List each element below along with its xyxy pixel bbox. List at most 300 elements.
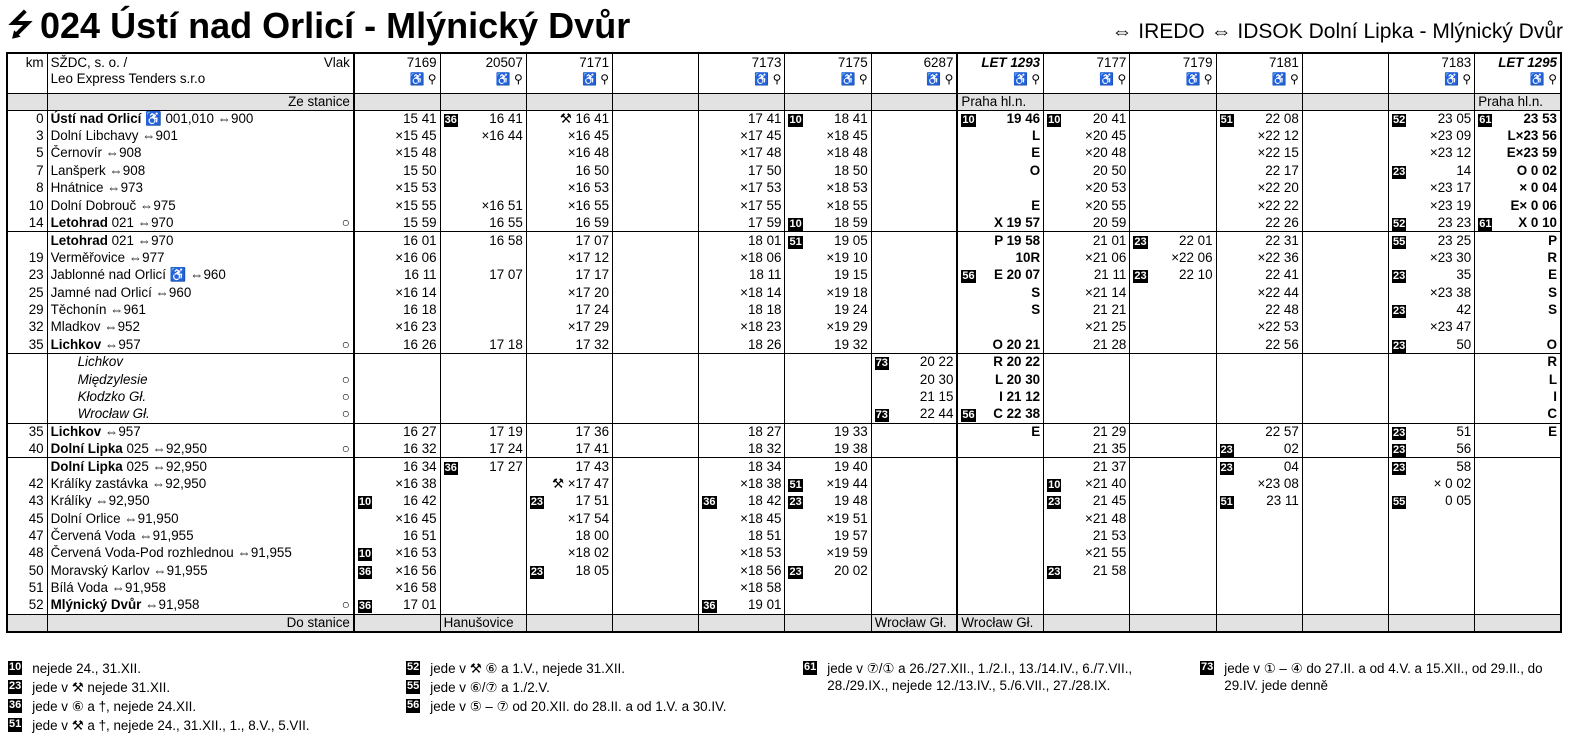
time-cell <box>1302 162 1388 179</box>
station-row <box>7 284 1561 301</box>
time-cell: ×22 53 <box>1216 319 1302 336</box>
time-cell <box>871 440 957 457</box>
note-tag: 73 <box>875 409 888 422</box>
time-cell: 23 21 58 <box>1044 562 1130 579</box>
train-number: 7173 ♿ ⚲ <box>699 53 785 93</box>
time-cell <box>957 475 1043 492</box>
time-cell <box>613 371 699 388</box>
time-cell: 16 51 <box>354 527 440 544</box>
time-cell: E <box>1475 423 1561 440</box>
time-cell <box>1475 440 1561 457</box>
note-tag: 23 <box>1393 304 1406 317</box>
time-cell: × 0 04 <box>1475 180 1561 197</box>
time-cell: ×15 45 <box>354 127 440 144</box>
km-cell: 25 <box>7 284 47 301</box>
footnote <box>8 679 398 696</box>
time-cell <box>1130 127 1216 144</box>
time-cell <box>1302 423 1388 440</box>
integration-info: ⇔ IREDO ⇔ IDSOK Dolní Lipka - Mlýnický Dvůr <box>1111 20 1563 43</box>
train-number: 7169 ♿ ⚲ <box>354 53 440 93</box>
km-cell <box>7 458 47 475</box>
time-cell: 17 19 <box>440 423 526 440</box>
note-tag: 23 <box>1393 339 1406 352</box>
time-cell: ⚒ 16 41 <box>526 110 612 127</box>
station-row <box>7 475 1561 492</box>
train-number: 7183 ♿ ⚲ <box>1389 53 1475 93</box>
station-row <box>7 580 1561 597</box>
station-cell <box>526 93 612 110</box>
time-cell <box>613 527 699 544</box>
time-cell <box>871 580 957 597</box>
time-cell <box>1130 214 1216 231</box>
time-cell <box>785 406 871 423</box>
time-cell: E× 0 06 <box>1475 197 1561 214</box>
time-cell: E <box>957 145 1043 162</box>
time-cell <box>1130 440 1216 457</box>
time-cell: R 20 22 <box>957 353 1043 370</box>
time-cell <box>1475 545 1561 562</box>
time-cell <box>1130 301 1216 318</box>
time-cell: ×17 29 <box>526 319 612 336</box>
time-cell: 18 18 <box>699 301 785 318</box>
time-cell <box>440 284 526 301</box>
time-cell <box>871 510 957 527</box>
time-cell <box>1130 545 1216 562</box>
train-number: 7181 ♿ ⚲ <box>1216 53 1302 93</box>
km-cell: 7 <box>7 162 47 179</box>
time-cell <box>440 145 526 162</box>
station-cell <box>354 93 440 110</box>
time-cell <box>785 371 871 388</box>
station-name: Verměřovice ⇔977 <box>47 249 354 266</box>
time-cell <box>1302 110 1388 127</box>
time-cell <box>440 388 526 405</box>
station-name: Lanšperk ⇔908 <box>47 162 354 179</box>
note-tag: 10 <box>1048 478 1061 491</box>
time-cell <box>1130 336 1216 353</box>
time-cell: 52 23 23 <box>1389 214 1475 231</box>
time-cell <box>440 597 526 614</box>
wheelchair-bike-icon: ♿ ⚲ <box>754 72 782 86</box>
station-name: Lichkov ⇔957 ○ <box>47 336 354 353</box>
note-tag: 23 <box>1048 496 1061 509</box>
station-name: Těchonín ⇔961 <box>47 301 354 318</box>
time-cell <box>871 423 957 440</box>
km-cell: 42 <box>7 475 47 492</box>
time-cell <box>1302 388 1388 405</box>
km-cell: 50 <box>7 562 47 579</box>
station-name: Kłodzko Gł. ○ <box>47 388 354 405</box>
time-cell <box>1302 527 1388 544</box>
station-row <box>7 336 1561 353</box>
station-name: Králíky zastávka ⇔92,950 <box>47 475 354 492</box>
time-cell: L×23 56 <box>1475 127 1561 144</box>
time-cell <box>1216 353 1302 370</box>
time-cell: I <box>1475 388 1561 405</box>
time-cell <box>957 562 1043 579</box>
time-cell <box>1475 562 1561 579</box>
time-cell <box>613 388 699 405</box>
time-cell <box>1389 510 1475 527</box>
note-tag: 56 <box>962 409 975 422</box>
time-cell <box>354 371 440 388</box>
train-number: 6287 ♿ ⚲ <box>871 53 957 93</box>
page-title: 024 Ústí nad Orlicí - Mlýnický Dvůr <box>40 5 631 46</box>
time-cell <box>785 353 871 370</box>
time-cell: 21 37 <box>1044 458 1130 475</box>
km-cell: 47 <box>7 527 47 544</box>
station-cell <box>1216 93 1302 110</box>
time-cell: 17 41 <box>699 110 785 127</box>
footnote <box>406 698 746 715</box>
time-cell <box>1130 371 1216 388</box>
time-cell: R <box>1475 353 1561 370</box>
time-cell: 52 23 05 <box>1389 110 1475 127</box>
time-cell: I 21 12 <box>957 388 1043 405</box>
station-name: Dolní Lipka 025 ⇔92,950 <box>47 458 354 475</box>
time-cell: 56 C 22 38 <box>957 406 1043 423</box>
time-cell <box>957 580 1043 597</box>
station-cell: Praha hl.n. <box>957 93 1043 110</box>
time-cell <box>1130 406 1216 423</box>
time-cell: 36 18 42 <box>699 493 785 510</box>
note-tag: 10 <box>789 113 802 126</box>
time-cell <box>871 319 957 336</box>
time-cell: 21 28 <box>1044 336 1130 353</box>
footnote <box>8 698 398 715</box>
time-cell <box>871 562 957 579</box>
footnote-text: jede v ⚒ ⑥ a 1.V., nejede 31.XII. <box>430 661 625 676</box>
time-cell: ×16 38 <box>354 475 440 492</box>
km-cell: 10 <box>7 197 47 214</box>
note-tag: 55 <box>1393 235 1406 248</box>
time-cell: 51 23 11 <box>1216 493 1302 510</box>
time-cell <box>1475 319 1561 336</box>
time-cell: 23 42 <box>1389 301 1475 318</box>
time-cell <box>613 353 699 370</box>
time-cell <box>871 284 957 301</box>
time-cell <box>1302 440 1388 457</box>
time-cell: 17 36 <box>526 423 612 440</box>
time-cell <box>1302 197 1388 214</box>
time-cell: ×16 45 <box>526 127 612 144</box>
footnote-text: jede v ⑥/⑦ a 1./2.V. <box>430 680 550 695</box>
time-cell <box>613 162 699 179</box>
time-cell: 17 07 <box>440 267 526 284</box>
note-tag: 10 <box>9 661 22 673</box>
time-cell <box>871 127 957 144</box>
time-cell: 22 31 <box>1216 232 1302 249</box>
wheelchair-bike-icon: ♿ ⚲ <box>840 72 868 86</box>
time-cell: 22 17 <box>1216 162 1302 179</box>
time-cell <box>1302 267 1388 284</box>
time-cell: ×22 06 <box>1130 249 1216 266</box>
time-cell: S <box>957 284 1043 301</box>
time-cell <box>613 458 699 475</box>
time-cell: 73 20 22 <box>871 353 957 370</box>
time-cell <box>440 162 526 179</box>
station-name: Černovír ⇔908 <box>47 145 354 162</box>
time-cell: ×20 53 <box>1044 180 1130 197</box>
time-cell <box>440 580 526 597</box>
km-cell: 48 <box>7 545 47 562</box>
time-cell <box>957 597 1043 614</box>
time-cell: ×22 22 <box>1216 197 1302 214</box>
time-cell: 23 51 <box>1389 423 1475 440</box>
time-cell <box>1216 545 1302 562</box>
time-cell <box>613 319 699 336</box>
station-name: Letohrad 021 ⇔970 <box>47 232 354 249</box>
time-cell <box>1302 493 1388 510</box>
time-cell: ×20 48 <box>1044 145 1130 162</box>
time-cell: ×19 29 <box>785 319 871 336</box>
time-cell: ×15 55 <box>354 197 440 214</box>
station-cell <box>440 93 526 110</box>
time-cell: 23 14 <box>1389 162 1475 179</box>
station-name: Červená Voda-Pod rozhlednou ⇔91,955 <box>47 545 354 562</box>
time-cell <box>871 267 957 284</box>
time-cell <box>613 580 699 597</box>
time-cell <box>1302 301 1388 318</box>
time-cell <box>440 475 526 492</box>
time-cell: ×17 45 <box>699 127 785 144</box>
to-station-row: Do stanice Hanušovice Wrocław Gł. Wrocław Gł. <box>7 614 1561 632</box>
station-row <box>7 267 1561 284</box>
station-cell <box>1216 614 1302 632</box>
wheelchair-bike-icon: ♿ ⚲ <box>1271 72 1299 86</box>
train-number: 7171 ♿ ⚲ <box>526 53 612 93</box>
station-row <box>7 527 1561 544</box>
station-cell <box>1475 614 1561 632</box>
time-cell <box>1389 527 1475 544</box>
time-cell: 18 01 <box>699 232 785 249</box>
time-cell <box>1302 353 1388 370</box>
time-cell: × 0 02 <box>1389 475 1475 492</box>
time-cell: 18 34 <box>699 458 785 475</box>
note-tag: 73 <box>875 357 888 370</box>
time-cell <box>871 249 957 266</box>
time-cell <box>613 597 699 614</box>
station-row <box>7 180 1561 197</box>
time-cell: ×20 55 <box>1044 197 1130 214</box>
time-cell: 51 ×19 44 <box>785 475 871 492</box>
time-cell <box>613 267 699 284</box>
time-cell: ×19 51 <box>785 510 871 527</box>
time-cell <box>613 197 699 214</box>
note-tag: 52 <box>1393 217 1406 230</box>
time-cell: ×18 23 <box>699 319 785 336</box>
time-cell <box>354 388 440 405</box>
time-cell <box>613 475 699 492</box>
time-cell <box>613 406 699 423</box>
note-tag: 10 <box>789 217 802 230</box>
footnote-text: jede v ⚒ a †, nejede 24., 31.XII., 1., 8.V., 5.VII. <box>32 718 310 733</box>
time-cell: 19 33 <box>785 423 871 440</box>
time-cell: 23 50 <box>1389 336 1475 353</box>
station-name: Mladkov ⇔952 <box>47 319 354 336</box>
km-header: km <box>7 53 47 93</box>
station-cell <box>613 93 699 110</box>
time-cell: 23 35 <box>1389 267 1475 284</box>
note-tag: 10 <box>962 113 975 126</box>
time-cell: 23 56 <box>1389 440 1475 457</box>
time-cell: 18 11 <box>699 267 785 284</box>
time-cell: 16 27 <box>354 423 440 440</box>
time-cell <box>871 475 957 492</box>
time-cell: 61 X 0 10 <box>1475 214 1561 231</box>
station-name: Jablonné nad Orlicí ♿ ⇔960 <box>47 267 354 284</box>
time-cell: 16 50 <box>526 162 612 179</box>
time-cell <box>957 458 1043 475</box>
note-tag: 61 <box>1479 113 1492 126</box>
time-cell: ×19 59 <box>785 545 871 562</box>
time-cell <box>957 440 1043 457</box>
note-tag: 10 <box>358 548 372 561</box>
station-row <box>7 597 1561 614</box>
note-tag: 23 <box>1393 270 1406 283</box>
time-cell: 56 E 20 07 <box>957 267 1043 284</box>
time-cell <box>613 127 699 144</box>
km-cell: 32 <box>7 319 47 336</box>
time-cell: E <box>957 197 1043 214</box>
time-cell <box>1302 336 1388 353</box>
footnote-text: jede v ⑥ a †, nejede 24.XII. <box>32 699 197 714</box>
station-cell <box>699 614 785 632</box>
time-cell <box>1302 371 1388 388</box>
time-cell: ×16 58 <box>354 580 440 597</box>
time-cell: ×18 53 <box>785 180 871 197</box>
train-number: LET 1295 ♿ ⚲ <box>1475 53 1561 93</box>
station-cell <box>699 93 785 110</box>
note-tag: 10 <box>358 496 372 509</box>
time-cell: ×16 53 <box>526 180 612 197</box>
footnote <box>406 679 786 696</box>
time-cell: 19 40 <box>785 458 871 475</box>
time-cell <box>785 580 871 597</box>
time-cell: 16 34 <box>354 458 440 475</box>
note-tag: 56 <box>962 270 975 283</box>
time-cell: 23 21 45 <box>1044 493 1130 510</box>
station-row <box>7 388 1561 405</box>
time-cell: ×17 53 <box>699 180 785 197</box>
station-name: Ústí nad Orlicí ♿ 001,010 ⇔900 <box>47 110 354 127</box>
km-cell: 8 <box>7 180 47 197</box>
footnote <box>8 717 398 734</box>
time-cell <box>1302 458 1388 475</box>
time-cell: 10 18 59 <box>785 214 871 231</box>
wheelchair-bike-icon: ♿ ⚲ <box>1185 72 1213 86</box>
time-cell: 21 53 <box>1044 527 1130 544</box>
time-cell: 17 50 <box>699 162 785 179</box>
station-row <box>7 232 1561 249</box>
time-cell: 23 04 <box>1216 458 1302 475</box>
time-cell <box>1475 475 1561 492</box>
footnote-text: nejede 24., 31.XII. <box>32 661 141 676</box>
station-name: Dolní Dobrouč ⇔975 <box>47 197 354 214</box>
station-cell <box>613 614 699 632</box>
time-cell <box>613 301 699 318</box>
km-cell: 5 <box>7 145 47 162</box>
station-row <box>7 162 1561 179</box>
time-cell: ×23 17 <box>1389 180 1475 197</box>
time-cell: 10 19 46 <box>957 110 1043 127</box>
time-cell: 21 29 <box>1044 423 1130 440</box>
time-cell: 23 19 48 <box>785 493 871 510</box>
time-cell <box>1475 527 1561 544</box>
time-cell: ×15 48 <box>354 145 440 162</box>
time-cell <box>440 353 526 370</box>
km-cell: 19 <box>7 249 47 266</box>
time-cell <box>1044 371 1130 388</box>
time-cell <box>1216 527 1302 544</box>
km-cell <box>7 388 47 405</box>
time-cell: 18 32 <box>699 440 785 457</box>
station-name: Lichkov <box>47 353 354 370</box>
station-cell <box>1389 614 1475 632</box>
time-cell <box>1216 580 1302 597</box>
time-cell <box>1044 388 1130 405</box>
station-cell <box>1044 614 1130 632</box>
time-cell <box>1130 475 1216 492</box>
time-cell <box>957 510 1043 527</box>
time-cell <box>1216 406 1302 423</box>
time-cell <box>1475 458 1561 475</box>
footnote <box>1200 660 1550 694</box>
time-cell: 10R <box>957 249 1043 266</box>
time-cell: 15 59 <box>354 214 440 231</box>
time-cell <box>1130 388 1216 405</box>
station-name: Mlýnický Dvůr ⇔91,958 ○ <box>47 597 354 614</box>
time-cell: 21 01 <box>1044 232 1130 249</box>
note-tag: 51 <box>789 478 802 491</box>
time-cell: 51 19 05 <box>785 232 871 249</box>
time-cell: ×17 54 <box>526 510 612 527</box>
time-cell <box>440 527 526 544</box>
time-cell: 22 41 <box>1216 267 1302 284</box>
time-cell: 20 59 <box>1044 214 1130 231</box>
time-cell: O 0 02 <box>1475 162 1561 179</box>
station-cell <box>785 614 871 632</box>
station-row <box>7 127 1561 144</box>
time-cell <box>1216 371 1302 388</box>
time-cell <box>440 371 526 388</box>
time-cell <box>1302 545 1388 562</box>
time-cell: ×18 14 <box>699 284 785 301</box>
time-cell <box>1302 597 1388 614</box>
time-cell <box>1044 580 1130 597</box>
time-cell: 18 50 <box>785 162 871 179</box>
station-name: Moravský Karlov ⇔91,955 <box>47 562 354 579</box>
time-cell: P <box>1475 232 1561 249</box>
time-cell <box>1130 110 1216 127</box>
km-cell: 3 <box>7 127 47 144</box>
station-name: Dolní Orlice ⇔91,950 <box>47 510 354 527</box>
time-cell: 19 38 <box>785 440 871 457</box>
time-cell: L 20 30 <box>957 371 1043 388</box>
time-cell: ×23 12 <box>1389 145 1475 162</box>
time-cell <box>440 249 526 266</box>
time-cell: 36 19 01 <box>699 597 785 614</box>
time-cell <box>871 458 957 475</box>
station-name: Międzylesie ○ <box>47 371 354 388</box>
time-cell: 51 22 08 <box>1216 110 1302 127</box>
station-row <box>7 423 1561 440</box>
time-cell <box>1130 319 1216 336</box>
wheelchair-bike-icon: ♿ ⚲ <box>1529 72 1557 86</box>
station-cell <box>1389 93 1475 110</box>
note-tag: 23 <box>9 680 22 692</box>
station-cell: Hanušovice <box>440 614 526 632</box>
